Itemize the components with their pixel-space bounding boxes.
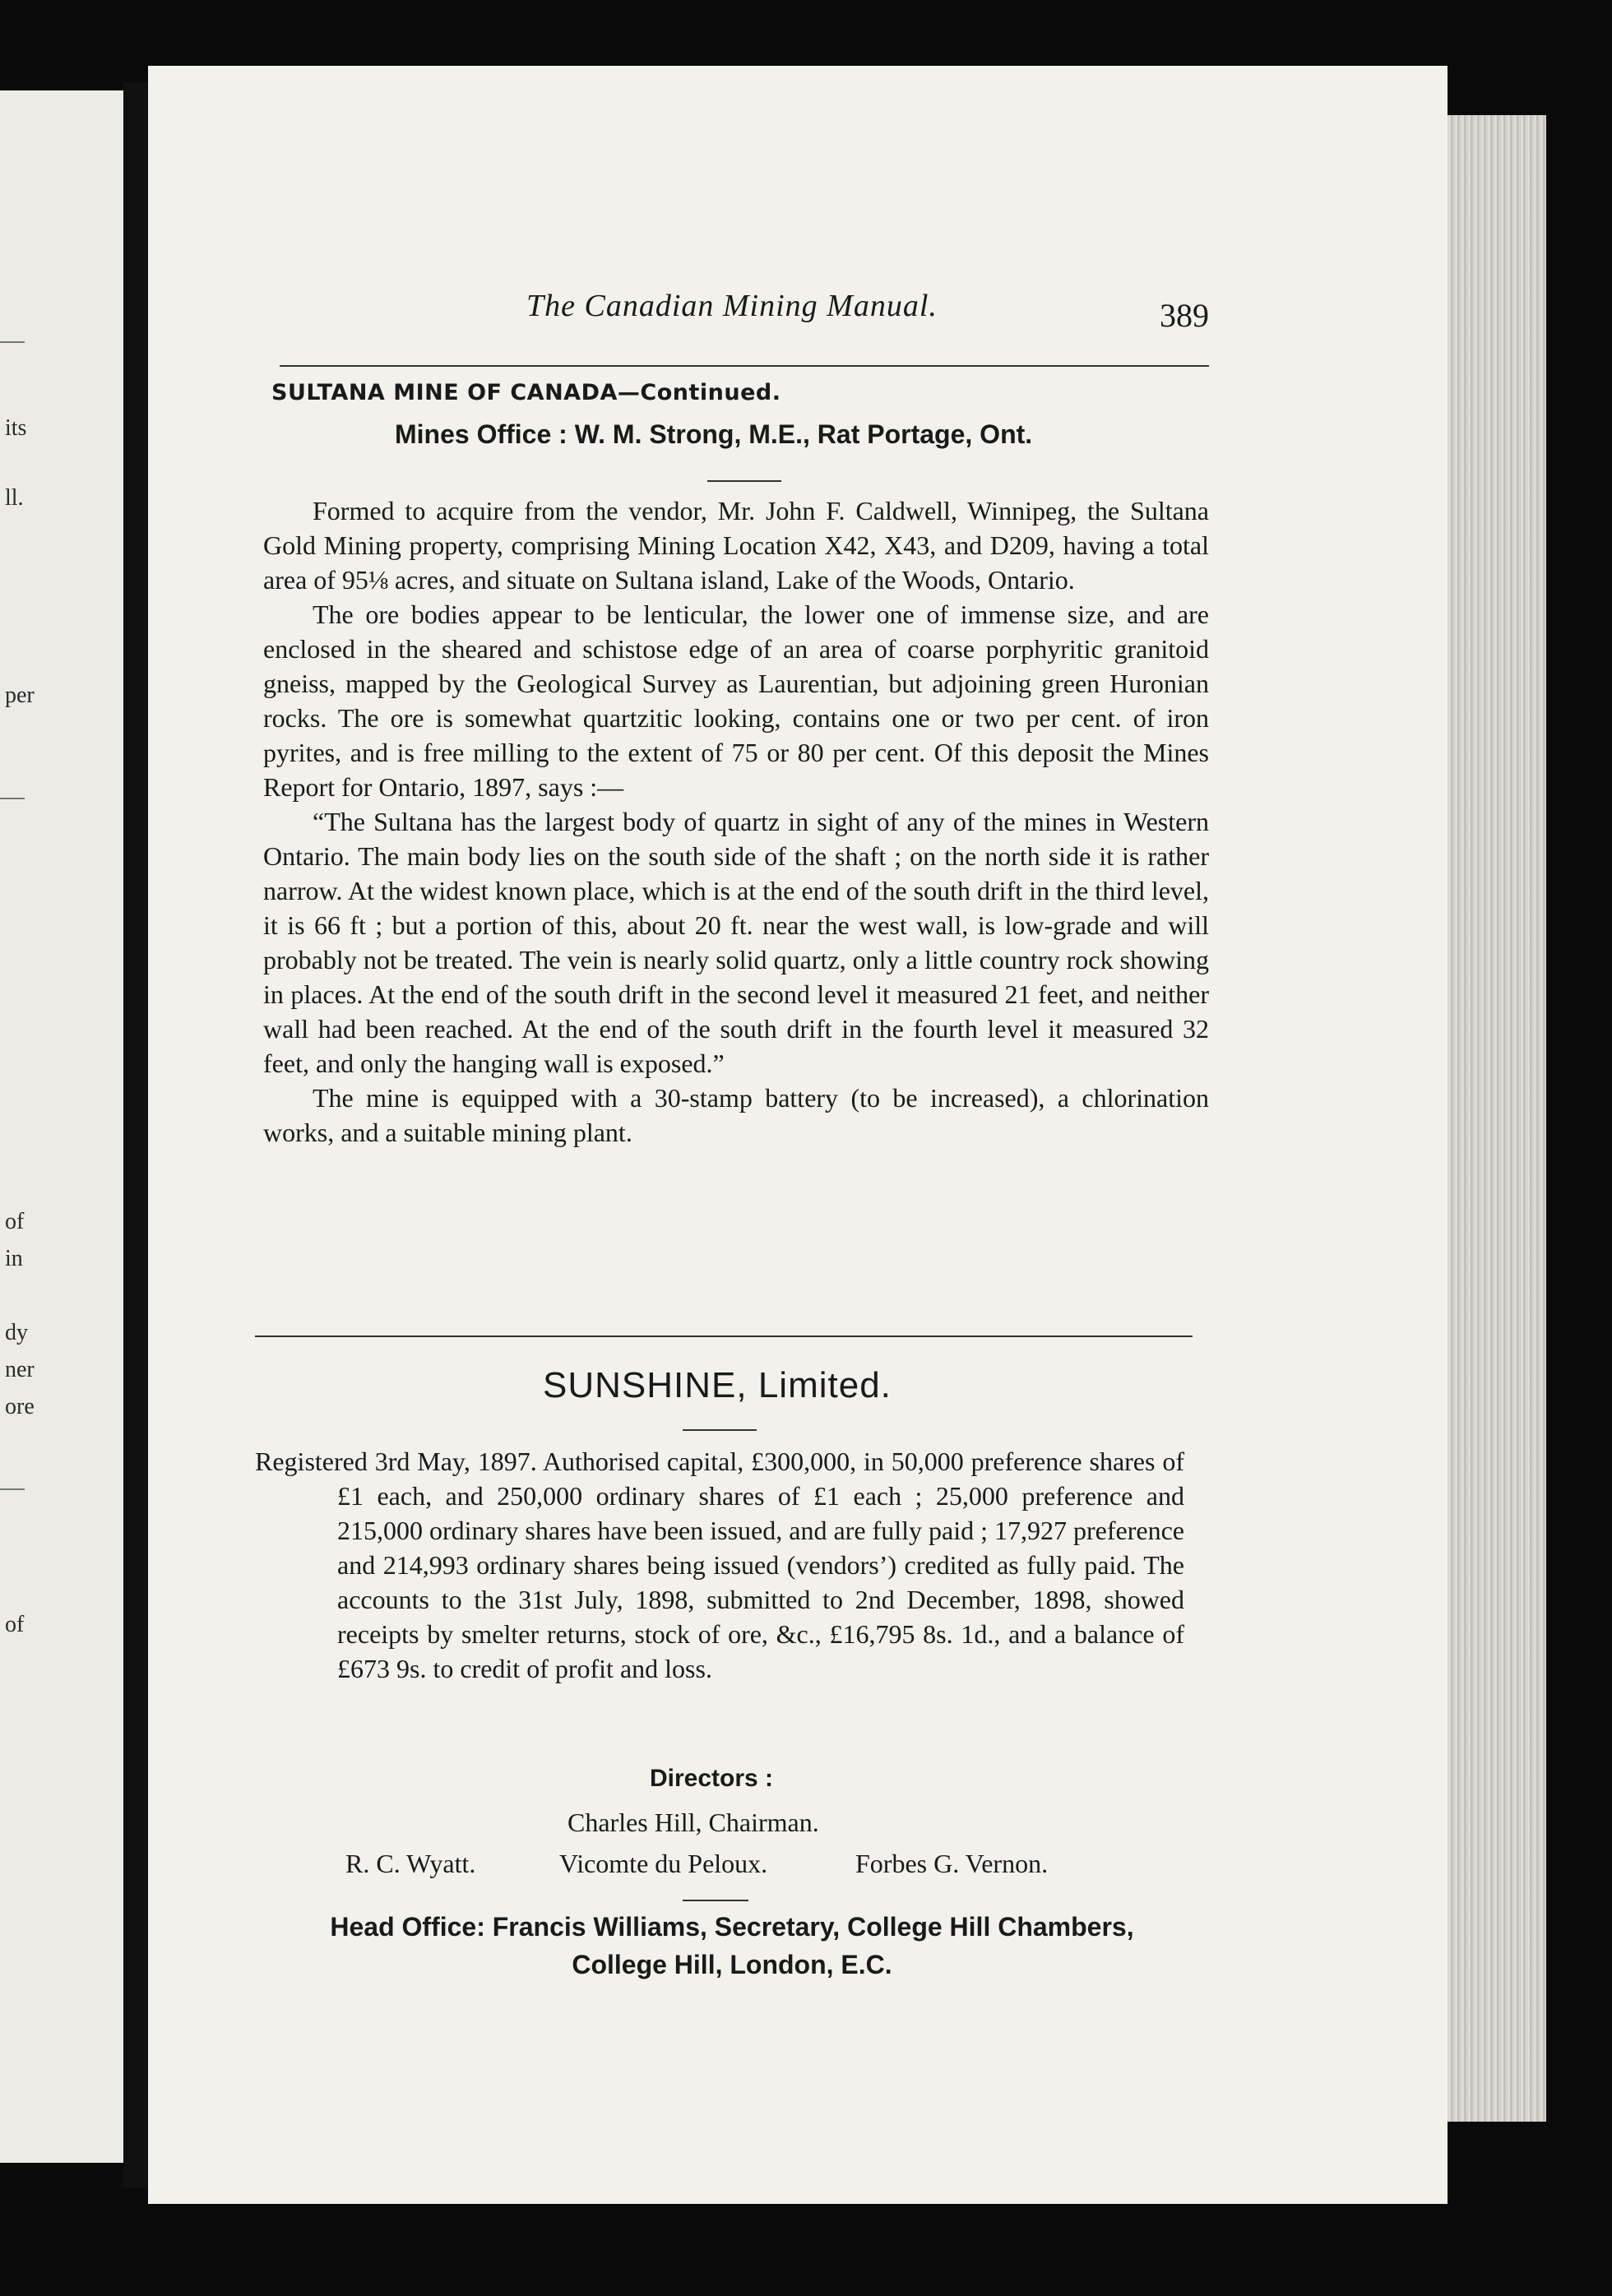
company-title: SUNSHINE, Limited.	[543, 1365, 892, 1405]
left-page-rule	[0, 798, 25, 799]
left-page-fragment: ll.	[5, 485, 24, 511]
left-page-fragment: in	[5, 1246, 23, 1271]
header-rule	[280, 365, 1209, 367]
left-facing-page	[0, 90, 123, 2163]
left-page-rule	[0, 1488, 25, 1490]
short-divider	[683, 1900, 748, 1901]
paragraph: The mine is equipped with a 30-stamp battery (to be increased), a chlorination works, and a suitable mining plant.	[263, 1083, 1209, 1147]
sultana-body	[263, 493, 1209, 1150]
short-divider	[683, 1429, 757, 1431]
left-page-fragment: ner	[5, 1357, 35, 1382]
director-chairman: Charles Hill, Chairman.	[567, 1808, 819, 1837]
director-name: R. C. Wyatt.	[345, 1849, 476, 1878]
paragraph: “The Sultana has the largest body of quartz in sight of any of the mines in Western Ontario. The main body lies on the south side of the shaft ; on the north side it is rather narrow. At the widest known place, which is at the end of the south drift in the third level, it is 66 ft ; but a portion of this, about 20 ft. near the west wall, is low-grade and will probably not be treated. The vein is nearly solid quartz, only a little country rock showing in places. At the end of the south drift in the second level it measured 21 feet, and neither wall had been reached. At the end of the south drift in the fourth level it measured 32 feet, and only the hanging wall is exposed.”	[263, 807, 1209, 1078]
head-office-line: College Hill, London, E.C.	[572, 1950, 892, 1979]
page-number: 389	[1160, 297, 1209, 334]
page-edges	[1448, 115, 1546, 2122]
mines-office-line: Mines Office : W. M. Strong, M.E., Rat Portage, Ont.	[395, 419, 1033, 449]
section-divider	[255, 1335, 1193, 1337]
head-office	[280, 1908, 1184, 1984]
short-divider	[707, 480, 781, 482]
left-page-fragment: of	[5, 1209, 25, 1234]
left-page-fragment: its	[5, 415, 27, 441]
left-page-fragment: ore	[5, 1394, 35, 1419]
registration-paragraph: Registered 3rd May, 1897. Authorised capital, £300,000, in 50,000 preference shares of £1 each, and 250,000 ordinary shares of £1 each ; 25,000 preference and 215,000 ordinary shares have been issued, and are fully paid ; 17,927 preference and 214,993 ordinary shares being issued (vendors’) credited as fully paid. The accounts to the 31st July, 1898, submitted to 2nd December, 1898, showed receipts by smelter returns, stock of ore, &c., £16,795 8s. 1d., and a balance of £673 9s. to credit of profit and loss.	[255, 1447, 1184, 1683]
director-name: Vicomte du Peloux.	[559, 1849, 768, 1878]
paragraph: The ore bodies appear to be lenticular, the lower one of immense size, and are enclosed in the sheared and schistose edge of an area of coarse porphyritic granitoid gneiss, mapped by the Geological Survey as Laurentian, but adjoining green Huronian rocks. The ore is somewhat quartzitic looking, contains one or two per cent. of iron pyrites, and is free milling to the extent of 75 or 80 per cent. Of this deposit the Mines Report for Ontario, 1897, says :—	[263, 599, 1209, 802]
section-heading: SULTANA MINE OF CANADA—Continued.	[271, 380, 781, 405]
left-page-fragment: dy	[5, 1320, 28, 1345]
head-office-line: Head Office: Francis Williams, Secretary, College Hill Chambers,	[330, 1912, 1134, 1942]
running-title: The Canadian Mining Manual.	[526, 289, 938, 323]
directors-label: Directors :	[650, 1765, 774, 1792]
page-header	[280, 288, 1209, 354]
left-page-fragment: per	[5, 683, 35, 708]
director-name: Forbes G. Vernon.	[855, 1849, 1049, 1878]
left-page-rule	[0, 341, 25, 343]
paragraph: Formed to acquire from the vendor, Mr. John F. Caldwell, Winnipeg, the Sultana Gold Mining property, comprising Mining Location X42, X43, and D209, having a total area of 95⅛ acres, and situate on Sultana island, Lake of the Woods, Ontario.	[263, 496, 1209, 595]
left-page-fragment: of	[5, 1612, 25, 1637]
